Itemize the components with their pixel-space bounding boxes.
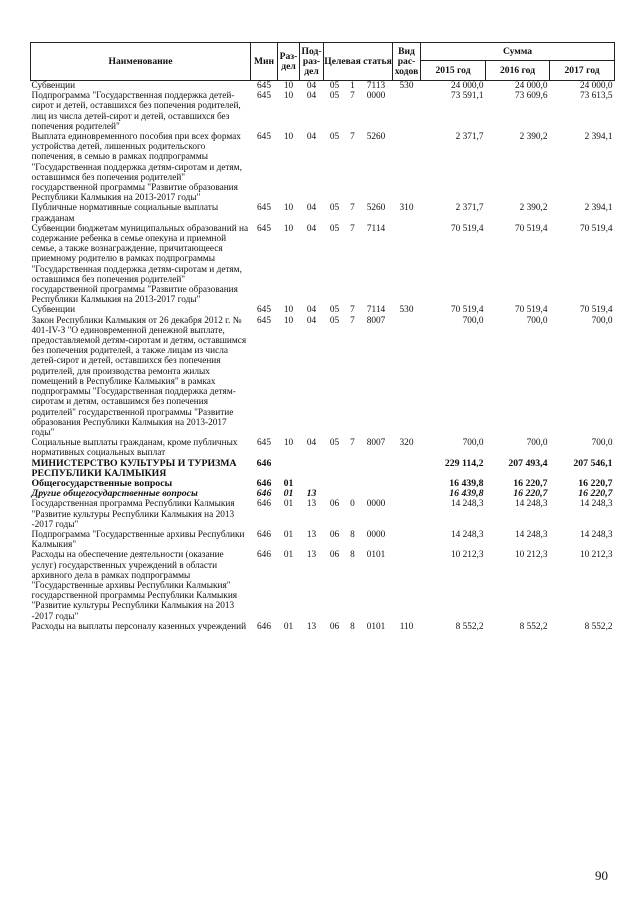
row-min: 645 [257,223,271,234]
row-target-2: 7 [350,315,355,326]
row-podrazdel: 04 [306,203,317,214]
row-min: 646 [256,488,272,500]
row-vid [393,489,421,499]
row-target-1: 05 [329,305,340,316]
header-podrazdel: Под-раз-дел [300,43,324,81]
row-target-1: 05 [329,91,340,102]
table-row [31,550,615,621]
row-target-3: 7113 [366,81,386,91]
row-name: Расходы на выплаты персоналу казенных учреждений [31,621,247,632]
table-row [31,530,615,550]
table-row [31,459,615,479]
row-name: Общегосударственные вопросы [31,477,173,489]
row-name: Подпрограмма "Государственная поддержка детей-сирот и детей, оставшихся без попечения родителей, лиц из числа детей-сирот и детей, оставшихся без попечения родителей" [31,91,241,132]
row-sum-2016: 10 212,3 [514,550,548,561]
row-vid [393,459,421,479]
row-target-3 [360,489,393,499]
row-target-3: 5260 [366,132,386,143]
table-row [31,132,615,203]
row-target-1: 05 [329,81,340,91]
row-razdel: 01 [283,550,294,561]
row-podrazdel [300,459,324,479]
row-target-2 [346,459,360,479]
row-name: Выплата единовременного пособия при всех формах устройства детей, лишенных родительского попечения, в семью в рамках подпрограммы "Государственная поддержка детям-сиротам и детям, оставшимся без попечения родителей" государственной программы "Развитие образования Республики Калмыкия на 2013-2017 годы" [31,132,242,204]
row-name: Субвенции [31,81,76,91]
row-target-1: 05 [329,223,340,234]
row-vid [393,91,421,132]
row-target-2: 1 [350,81,355,91]
row-sum-2015: 700,0 [462,438,484,449]
row-vid: 110 [399,621,414,632]
row-sum-2015: 700,0 [462,315,484,326]
row-razdel: 10 [283,81,294,91]
row-target-1 [324,479,346,489]
row-sum-2016: 2 390,2 [519,132,548,143]
table-body [31,81,615,632]
table-row [31,203,615,223]
row-sum-2016: 16 220,7 [513,488,548,500]
row-sum-2017: 16 220,7 [578,488,613,500]
row-name: Социальные выплаты гражданам, кроме публичных нормативных социальных выплат [31,438,238,459]
row-vid [393,224,421,306]
row-target-2: 7 [350,91,355,102]
row-target-2: 8 [350,550,355,561]
row-name: Закон Республики Калмыкия от 26 декабря 2012 г. № 401-IV-З "О единовременной денежной выплате, предоставляемой детям-сиротам и детям, оставшимся без попечения родителей, а также лицам из числа детей-сирот и детей, оставшихся без попечения родителей, для производства ремонта жилых помещений в Республике Калмыкия" в рамках подпрограммы "Государственная поддержка детям-сиротам и детям, оставшимся без попечения родителей" государственной программы "Развитие образования Республики Калмыкия на 2013-2017 годы" [31,315,247,438]
row-name: Государственная программа Республики Калмыкия "Развитие культуры Республики Калмыкия на 2013 -2017 годы" [31,499,235,530]
row-sum-2015: 14 248,3 [450,499,484,510]
header-year-2017: 2017 год [550,61,615,81]
table-row [31,81,615,92]
row-target-3: 8007 [366,315,386,326]
row-podrazdel: 04 [306,438,317,449]
row-target-2: 7 [350,132,355,143]
page-number: 90 [595,868,608,883]
row-target-2 [346,489,360,499]
row-sum-2017: 700,0 [591,315,613,326]
row-sum-2017: 700,0 [591,438,613,449]
row-podrazdel: 13 [306,529,317,540]
row-vid [393,530,421,550]
budget-table-container [30,42,614,632]
row-podrazdel: 04 [306,81,317,91]
row-razdel: 01 [283,529,294,540]
row-min: 646 [256,457,272,469]
row-podrazdel: 13 [306,621,317,632]
row-target-1 [324,489,346,499]
row-target-2: 7 [350,203,355,214]
row-podrazdel: 04 [306,132,317,143]
row-sum-2016: 14 248,3 [514,529,548,540]
row-target-1: 06 [329,621,340,632]
row-target-3: 7114 [366,305,386,316]
row-razdel: 01 [283,477,294,489]
row-target-1 [324,459,346,479]
header-vid: Вид рас-ходов [393,43,421,81]
row-target-1: 05 [329,132,340,143]
row-vid [393,479,421,489]
row-podrazdel: 13 [306,488,317,500]
row-target-3 [360,479,393,489]
row-podrazdel: 04 [306,223,317,234]
header-min: Мин [251,43,278,81]
table-row [31,499,615,530]
row-sum-2017: 2 394,1 [584,132,613,143]
table-row [31,224,615,306]
row-podrazdel: 13 [306,550,317,561]
row-target-2: 8 [350,529,355,540]
row-name: Подпрограмма "Государственные архивы Республики Калмыкия" [31,529,245,551]
row-name: Другие общегосударственные вопросы [31,488,198,500]
row-target-3: 0101 [366,550,386,561]
row-target-2: 7 [350,438,355,449]
row-razdel: 10 [283,305,294,316]
row-min: 645 [257,81,271,91]
row-min: 645 [257,91,271,102]
row-sum-2016: 700,0 [526,315,548,326]
row-sum-2017: 2 394,1 [584,203,613,214]
row-min: 645 [257,438,271,449]
row-target-1: 06 [329,529,340,540]
row-target-2: 0 [350,499,355,510]
row-razdel: 10 [283,91,294,102]
row-razdel: 10 [283,438,294,449]
row-target-2 [346,479,360,489]
row-sum-2016: 70 519,4 [514,223,548,234]
row-target-3: 7114 [366,223,386,234]
row-sum-2015: 8 552,2 [455,621,484,632]
row-sum-2015: 10 212,3 [450,550,484,561]
row-sum-2016: 70 519,4 [514,305,548,316]
row-vid [393,499,421,530]
row-sum-2015: 70 519,4 [450,223,484,234]
row-min: 646 [256,477,272,489]
row-sum-2017: 10 212,3 [580,550,613,561]
row-min: 645 [257,203,271,214]
table-row [31,91,615,132]
row-min: 646 [257,499,271,510]
row-vid [393,316,421,438]
row-name: Расходы на обеспечение деятельности (оказание услуг) государственных учреждений в области архивного дела в рамках подпрограммы "Государственные архивы Республики Калмыкия" государственной программы Республики Калмыкия "Развитие культуры Республики Калмыкия на 2013 -2017 годы" [31,550,238,622]
row-podrazdel: 04 [306,91,317,102]
row-target-2: 7 [350,223,355,234]
row-sum-2015: 14 248,3 [450,529,484,540]
row-name: Публичные нормативные социальные выплаты гражданам [31,203,219,224]
row-vid: 530 [399,305,414,316]
row-podrazdel: 04 [306,305,317,316]
row-target-3: 0101 [366,621,386,632]
row-sum-2015: 24 000,0 [450,81,484,91]
row-min: 645 [257,305,271,316]
row-sum-2016: 24 000,0 [514,81,548,91]
row-target-1: 06 [329,499,340,510]
row-razdel: 10 [283,223,294,234]
row-min: 646 [257,550,271,561]
row-min: 645 [257,132,271,143]
row-target-3: 8007 [366,438,386,449]
row-vid: 530 [399,81,414,91]
row-target-3: 0000 [366,91,386,102]
table-row [31,316,615,438]
row-vid [393,132,421,203]
row-sum-2015: 70 519,4 [450,305,484,316]
row-vid: 320 [399,438,414,449]
row-sum-2016: 2 390,2 [519,203,548,214]
row-name: МИНИСТЕРСТВО КУЛЬТУРЫ И ТУРИЗМА РЕСПУБЛИКИ КАЛМЫКИЯ [31,457,237,479]
row-razdel: 01 [283,499,294,510]
row-sum-2015: 73 591,1 [450,91,484,102]
budget-table [30,42,615,632]
row-sum-2016: 700,0 [526,438,548,449]
header-name: Наименование [31,43,251,81]
row-target-3 [360,459,393,479]
row-sum-2017: 14 248,3 [580,529,613,540]
table-row [31,622,615,632]
table-header [31,43,615,81]
header-sum: Сумма [421,43,615,61]
header-target: Целевая статья [324,43,393,81]
row-target-1: 05 [329,203,340,214]
row-razdel: 01 [283,488,294,500]
row-razdel: 10 [283,132,294,143]
row-sum-2016: 8 552,2 [519,621,548,632]
table-row [31,489,615,499]
row-sum-2016: 207 493,4 [508,457,548,469]
row-sum-2016: 14 248,3 [514,499,548,510]
row-min: 646 [257,621,271,632]
row-min: 646 [257,529,271,540]
row-razdel: 10 [283,315,294,326]
row-podrazdel: 13 [306,499,317,510]
row-target-2: 8 [350,621,355,632]
row-sum-2017: 73 613,5 [580,91,613,102]
row-sum-2017: 8 552,2 [584,621,613,632]
row-podrazdel: 04 [306,315,317,326]
row-sum-2016: 16 220,7 [513,477,548,489]
table-row [31,438,615,458]
header-year-2015: 2015 год [421,61,486,81]
row-sum-2017: 24 000,0 [580,81,613,91]
row-sum-2017: 14 248,3 [580,499,613,510]
row-sum-2017: 70 519,4 [580,305,613,316]
header-razdel: Раз-дел [278,43,300,81]
row-target-2: 7 [350,305,355,316]
row-sum-2015: 16 439,8 [449,477,484,489]
row-sum-2017: 207 546,1 [573,457,613,469]
row-vid: 310 [399,203,414,214]
row-sum-2017: 16 220,7 [578,477,613,489]
row-name: Субвенции [31,305,76,316]
row-sum-2015: 2 371,7 [455,132,484,143]
row-razdel: 01 [283,621,294,632]
row-target-1: 06 [329,550,340,561]
row-target-3: 0000 [366,529,386,540]
table-row [31,305,615,315]
row-target-3: 5260 [366,203,386,214]
row-min: 645 [257,315,271,326]
row-sum-2016: 73 609,6 [514,91,548,102]
row-name: Субвенции бюджетам муниципальных образований на содержание ребенка в семье опекуна и приемной семье, а также вознаграждение, причитающееся приемному родителю в рамках подпрограммы "Государственная поддержка детям-сиротам и детям, оставшимся без попечения родителей" государственной программы "Развитие образования Республики Калмыкия на 2013-2017 годы" [31,223,249,306]
header-year-2016: 2016 год [486,61,550,81]
row-sum-2015: 2 371,7 [455,203,484,214]
row-target-3: 0000 [366,499,386,510]
row-sum-2015: 229 114,2 [444,457,484,469]
row-vid [393,550,421,621]
row-sum-2015: 16 439,8 [449,488,484,500]
row-razdel: 10 [283,203,294,214]
row-sum-2017: 70 519,4 [580,223,613,234]
row-target-1: 05 [329,438,340,449]
row-target-1: 05 [329,315,340,326]
row-razdel [278,459,300,479]
